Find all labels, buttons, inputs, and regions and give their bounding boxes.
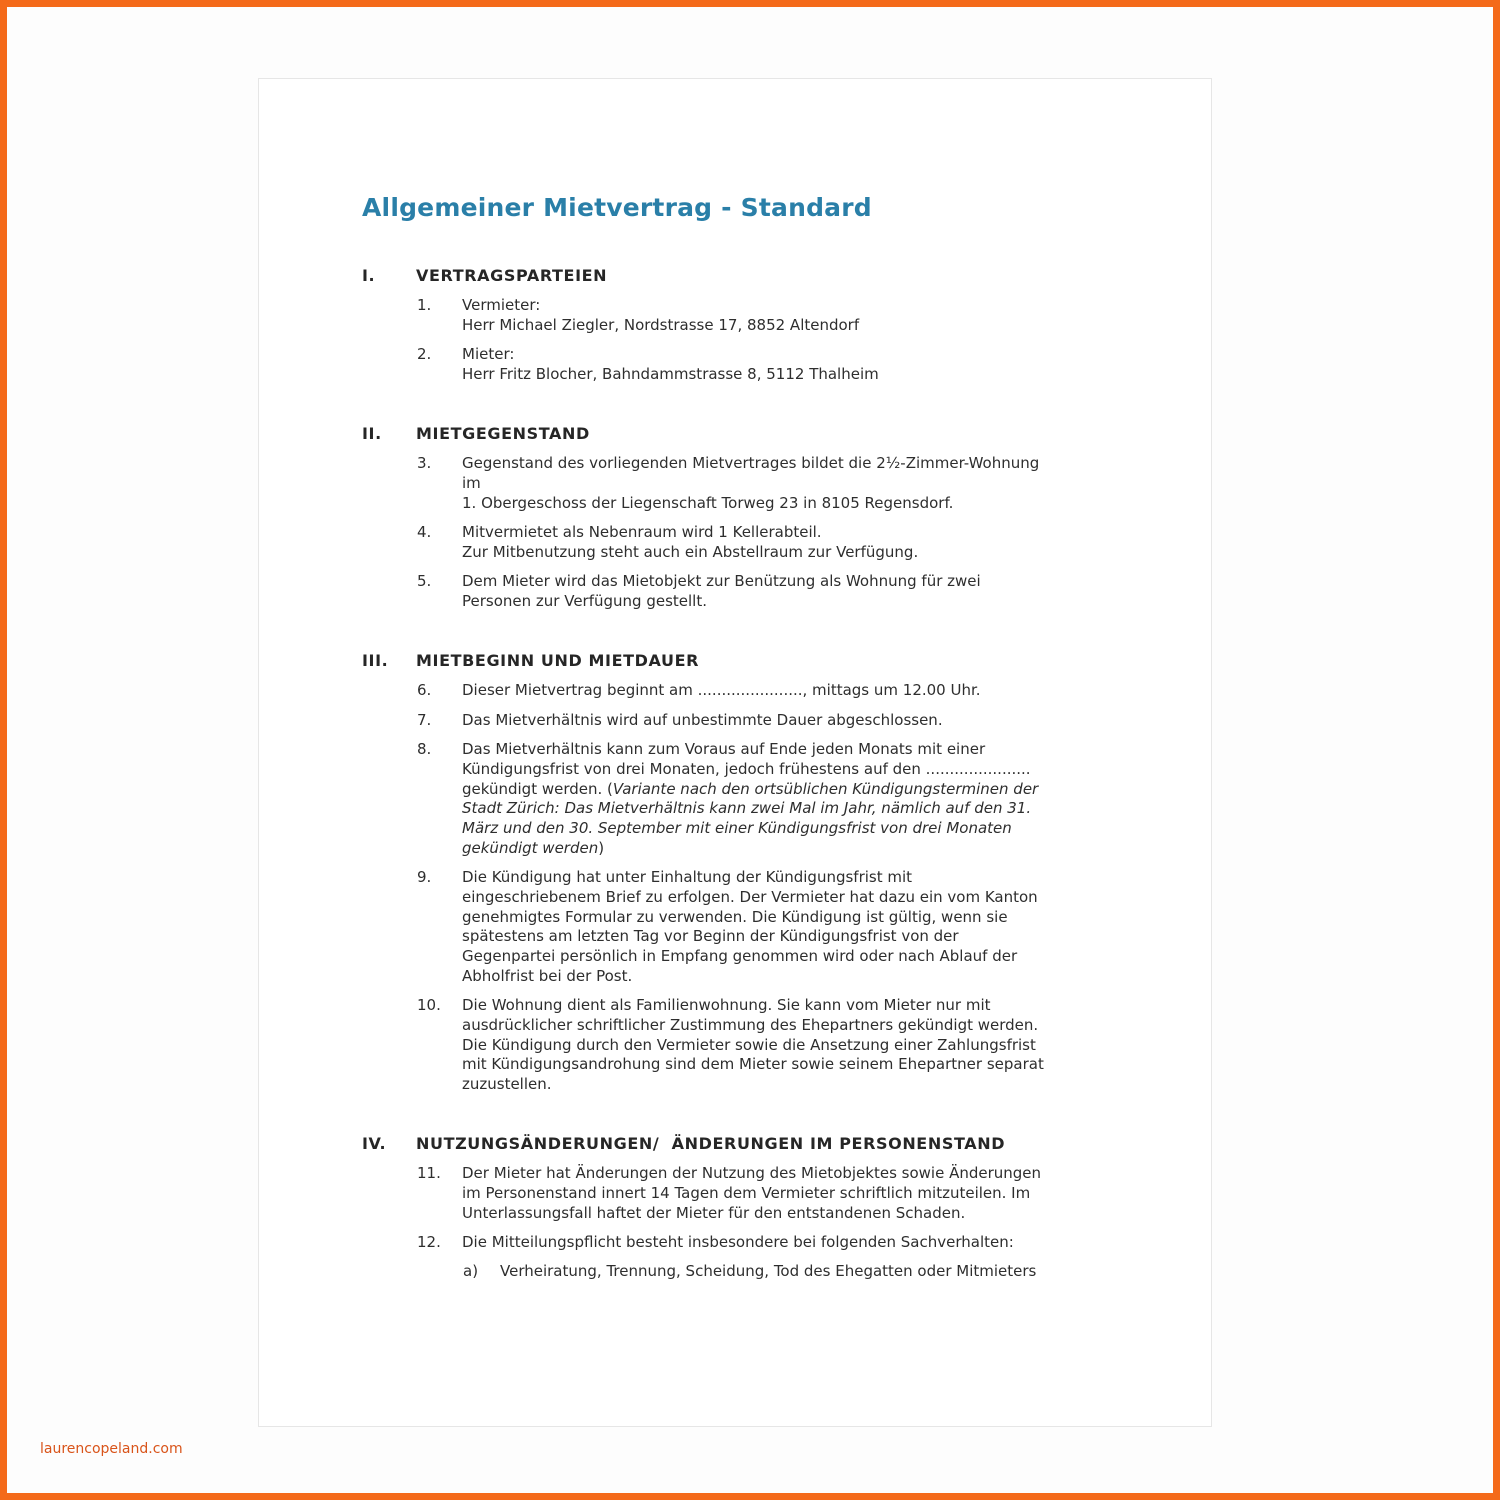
item-line: Die Kündigung durch den Vermieter sowie die Ansetzung einer Zahlungsfrist xyxy=(462,1035,1036,1054)
list-item-8 xyxy=(417,740,1107,859)
list-item-4 xyxy=(417,523,1107,563)
section-title: MIETBEGINN UND MIETDAUER xyxy=(416,651,700,670)
list-item-9 xyxy=(417,868,1107,987)
item-line: Herr Fritz Blocher, Bahndammstrasse 8, 5112 Thalheim xyxy=(462,364,879,383)
item-line: Abholfrist bei der Post. xyxy=(462,966,633,985)
section-numeral: II. xyxy=(362,424,382,443)
document-title: Allgemeiner Mietvertrag - Standard xyxy=(362,193,872,222)
item-number: 3. xyxy=(417,454,432,472)
section-heading-1 xyxy=(362,266,607,285)
item-number: 9. xyxy=(417,868,432,886)
list-item-10 xyxy=(417,996,1107,1095)
item-line: Der Mieter hat Änderungen der Nutzung des Mietobjektes sowie Änderungen xyxy=(462,1164,1042,1182)
item-number: 11. xyxy=(417,1164,441,1182)
list-item-6 xyxy=(417,681,1107,701)
item-line: Verheiratung, Trennung, Scheidung, Tod des Ehegatten oder Mitmieters xyxy=(500,1262,1037,1280)
item-line: Mieter: xyxy=(462,345,515,363)
section-title: NUTZUNGSÄNDERUNGEN/ ÄNDERUNGEN IM PERSONENSTAND xyxy=(416,1134,1006,1153)
list-item-12 xyxy=(417,1233,1107,1253)
section-numeral: I. xyxy=(362,266,376,285)
item-line: Die Wohnung dient als Familienwohnung. Sie kann vom Mieter nur mit xyxy=(462,996,991,1014)
sub-item-a xyxy=(463,1262,1103,1282)
item-line: Gegenstand des vorliegenden Mietvertrages bildet die 2½-Zimmer-Wohnung xyxy=(462,454,1040,472)
section-title: MIETGEGENSTAND xyxy=(416,424,590,443)
item-line: Herr Michael Ziegler, Nordstrasse 17, 8852 Altendorf xyxy=(462,315,860,334)
item-line: Mitvermietet als Nebenraum wird 1 Kellerabteil. xyxy=(462,523,822,541)
item-line: Personen zur Verfügung gestellt. xyxy=(462,591,707,610)
item-line: genehmigtes Formular zu verwenden. Die Kündigung ist gültig, wenn sie xyxy=(462,907,1008,926)
item-number: 5. xyxy=(417,572,432,590)
item-line: Die Mitteilungspflicht besteht insbesondere bei folgenden Sachverhalten: xyxy=(462,1233,1014,1251)
item-variant-line: März und den 30. September mit einer Kündigungsfrist von drei Monaten xyxy=(462,819,1012,838)
item-line: Dem Mieter wird das Mietobjekt zur Benützung als Wohnung für zwei xyxy=(462,572,981,590)
item-number: 7. xyxy=(417,711,432,729)
list-item-3 xyxy=(417,454,1107,513)
section-heading-3 xyxy=(362,651,699,670)
item-line: Kündigungsfrist von drei Monaten, jedoch frühestens auf den ...................... xyxy=(462,759,1031,778)
item-variant-line: Stadt Zürich: Das Mietverhältnis kann zwei Mal im Jahr, nämlich auf den 31. xyxy=(462,799,1032,818)
item-line: zuzustellen. xyxy=(462,1075,552,1094)
item-line: spätestens am letzten Tag vor Beginn der Kündigungsfrist von der xyxy=(462,927,959,946)
section-numeral: III. xyxy=(362,651,389,670)
section-heading-4 xyxy=(362,1134,1005,1153)
item-line: Dieser Mietvertrag beginnt am ......................, mittags um 12.00 Uhr. xyxy=(462,681,981,699)
item-line: Zur Mitbenutzung steht auch ein Abstellraum zur Verfügung. xyxy=(462,542,919,561)
item-line: im Personenstand innert 14 Tagen dem Vermieter schriftlich mitzuteilen. Im xyxy=(462,1183,1031,1202)
list-item-7 xyxy=(417,711,1107,731)
section-numeral: IV. xyxy=(362,1134,387,1153)
item-line: Gegenpartei persönlich in Empfang genommen wird oder nach Ablauf der xyxy=(462,947,1018,966)
item-line xyxy=(462,780,1107,800)
item-line: Vermieter: xyxy=(462,296,541,314)
item-number: 1. xyxy=(417,296,432,314)
section-heading-2 xyxy=(362,424,590,443)
item-text: ) xyxy=(598,838,605,857)
section-title: VERTRAGSPARTEIEN xyxy=(416,266,608,285)
item-line: Das Mietverhältnis wird auf unbestimmte Dauer abgeschlossen. xyxy=(462,711,943,729)
item-letter: a) xyxy=(463,1262,479,1280)
item-number: 10. xyxy=(417,996,441,1014)
item-text: gekündigt werden. ( xyxy=(462,779,613,798)
item-line: 1. Obergeschoss der Liegenschaft Torweg 23 in 8105 Regensdorf. xyxy=(462,493,954,512)
item-line: eingeschriebenem Brief zu erfolgen. Der Vermieter hat dazu ein vom Kanton xyxy=(462,887,1038,906)
list-item-5 xyxy=(417,572,1107,612)
item-variant-text: Variante nach den ortsüblichen Kündigungsterminen der xyxy=(612,779,1039,798)
item-line xyxy=(462,839,1107,859)
list-item-2 xyxy=(417,345,1107,385)
list-item-11 xyxy=(417,1164,1107,1223)
item-number: 2. xyxy=(417,345,432,363)
item-line: im xyxy=(462,473,481,492)
list-item-1 xyxy=(417,296,1107,336)
item-number: 4. xyxy=(417,523,432,541)
item-line: ausdrücklicher schriftlicher Zustimmung des Ehepartners gekündigt werden. xyxy=(462,1015,1039,1034)
item-variant-text: gekündigt werden xyxy=(462,838,599,857)
item-number: 6. xyxy=(417,681,432,699)
watermark: laurencopeland.com xyxy=(40,1441,183,1457)
item-line: Unterlassungsfall haftet der Mieter für den entstandenen Schaden. xyxy=(462,1203,966,1222)
item-number: 12. xyxy=(417,1233,441,1251)
item-line: Die Kündigung hat unter Einhaltung der Kündigungsfrist mit xyxy=(462,868,913,886)
item-number: 8. xyxy=(417,740,432,758)
item-line: Das Mietverhältnis kann zum Voraus auf Ende jeden Monats mit einer xyxy=(462,740,986,758)
item-line: mit Kündigungsandrohung sind dem Mieter sowie seinem Ehepartner separat xyxy=(462,1055,1044,1074)
